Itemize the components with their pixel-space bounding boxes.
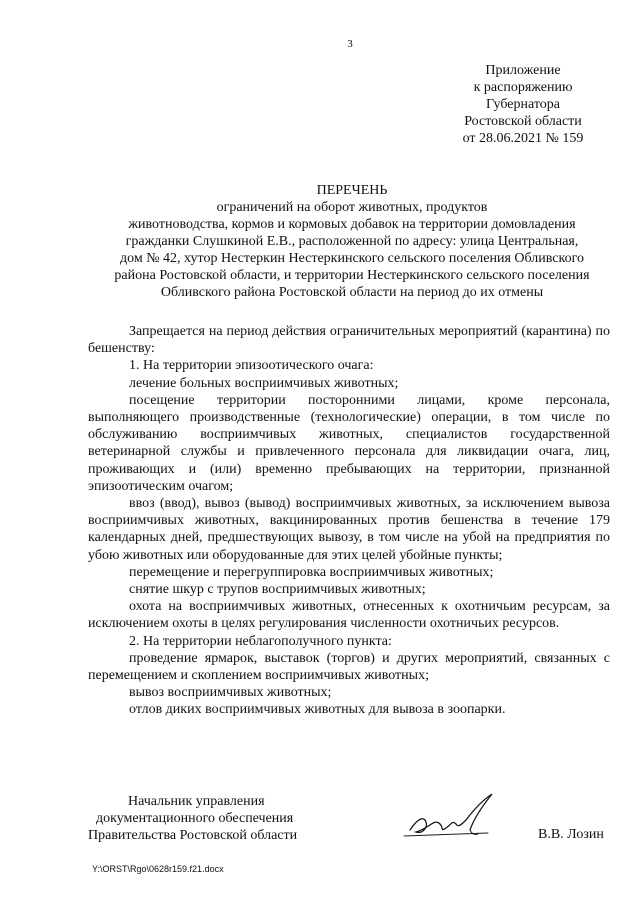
- appendix-line: от 28.06.2021 № 159: [462, 131, 584, 146]
- page-number: 3: [347, 38, 353, 50]
- position-line: Начальник управления: [128, 794, 265, 809]
- restriction-item: посещение территории посторонними лицами, кроме персонала, выполняющего производственные (технологические) операции, в том числе по обслуживанию восприимчивых животных, специалистов государственной ветеринарной службы и привлеченного персонала для ликвидации очага, лиц, проживающих и (или) временно пребывающих на территории, признанной эпизоотическим очагом;: [88, 392, 610, 494]
- title-line: дом № 42, хутор Нестеркин Нестеркинского сельского поселения Обливского: [119, 251, 584, 266]
- intro-paragraph: Запрещается на период действия ограничительных мероприятий (карантина) по бешенству:: [88, 324, 610, 357]
- restriction-item: лечение больных восприимчивых животных;: [129, 375, 399, 391]
- title-line: района Ростовской области, и территории Нестеркинского сельского поселения: [114, 268, 590, 283]
- restriction-item: охота на восприимчивых животных, отнесенных к охотничьим ресурсам, за исключением охоты в целях регулирования численности охотничьих ресурсов.: [88, 599, 610, 632]
- restriction-item: снятие шкур с трупов восприимчивых животных;: [129, 582, 426, 598]
- restriction-item: вывоз восприимчивых животных;: [129, 685, 332, 701]
- signatory-position: [88, 793, 297, 844]
- title-line: Обливского района Ростовской области на период до их отмены: [160, 285, 544, 300]
- restriction-item: перемещение и перегруппировка восприимчивых животных;: [129, 564, 494, 580]
- section-heading-2: 2. На территории неблагополучного пункта:: [129, 633, 392, 649]
- appendix-line: Приложение: [485, 63, 561, 78]
- restriction-item: проведение ярмарок, выставок (торгов) и других мероприятий, связанных с перемещением и скоплением восприимчивых животных;: [88, 650, 610, 684]
- restriction-item: ввоз (ввод), вывоз (вывод) восприимчивых животных, за исключением вывоза восприимчивых животных, вакцинированных против бешенства в течение 179 календарных дней, предшествующих вывозу, в том числе на убой на предприятия по убою животных или оборудованные для этих целей убойные пункты;: [88, 496, 610, 563]
- appendix-line: к распоряжению: [473, 80, 573, 95]
- title-line: животноводства, кормов и кормовых добавок на территории домовладения: [128, 217, 576, 232]
- handwritten-signature: [400, 788, 510, 848]
- section-heading-1: 1. На территории эпизоотического очага:: [129, 358, 374, 374]
- title-heading: ПЕРЕЧЕНЬ: [316, 183, 388, 198]
- position-line: документационного обеспечения: [96, 811, 294, 826]
- title-line: ограничений на оборот животных, продуктов: [216, 200, 488, 215]
- signatory-name: В.В. Лозин: [538, 827, 604, 842]
- file-path: Y:\ORST\Rgo\0628r159.f21.docx: [92, 864, 224, 874]
- title-line: гражданки Слушкиной Е.В., расположенной по адресу: улица Центральная,: [125, 234, 579, 249]
- document-body: [88, 323, 610, 719]
- appendix-header: [448, 62, 598, 147]
- appendix-line: Губернатора: [485, 97, 561, 112]
- restriction-item: отлов диких восприимчивых животных для вывоза в зоопарки.: [129, 702, 506, 718]
- position-line: Правительства Ростовской области: [88, 828, 298, 843]
- document-title: [0, 182, 640, 301]
- appendix-line: Ростовской области: [464, 114, 582, 129]
